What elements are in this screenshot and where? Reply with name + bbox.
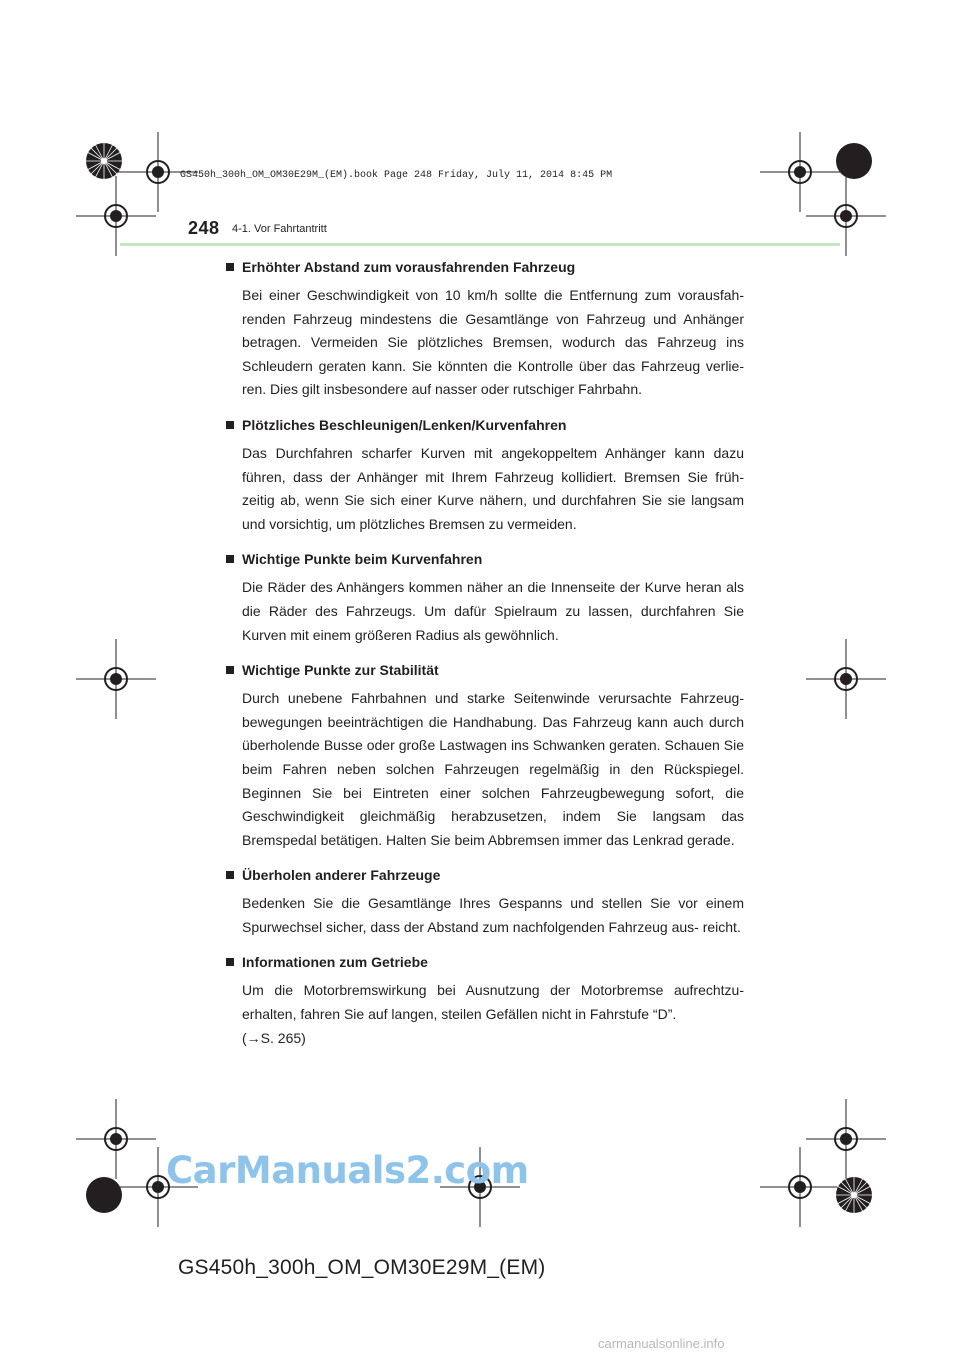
section-cornering bbox=[226, 548, 744, 647]
registration-dot-icon bbox=[834, 141, 874, 181]
section-stability bbox=[226, 659, 744, 852]
crosshair-icon bbox=[806, 639, 886, 719]
page-reference-link[interactable]: (→S. 265) bbox=[242, 1029, 306, 1046]
page-number: 248 bbox=[188, 218, 220, 238]
square-bullet-icon bbox=[226, 263, 234, 271]
section-transmission bbox=[226, 951, 744, 1050]
page-content bbox=[226, 256, 744, 1062]
section-text: Bei einer Geschwindigkeit von 10 km/h sollte die Entfernung zum vorausfah- renden Fahrzeug mindestens die Gesamtlänge von Fahrzeug und Anhänger betragen. Vermeiden Sie plötzliches Bremsen, wodurch das Fahrzeug ins Schleudern geraten kann. Sie könnten die Kontrolle über das Fahrzeug verlie- ren. Dies gilt insbesondere auf nasser oder rutschiger Fahrbahn. bbox=[242, 287, 744, 398]
sunburst-icon bbox=[84, 141, 124, 181]
section-heading: Wichtige Punkte beim Kurvenfahren bbox=[242, 551, 483, 568]
section-heading: Wichtige Punkte zur Stabilität bbox=[242, 662, 439, 679]
section-text: Das Durchfahren scharfer Kurven mit angekoppeltem Anhänger kann dazu führen, dass der Anhänger mit Ihrem Fahrzeug kollidiert. Bremsen Sie früh- zeitig ab, wenn Sie sich einer Kurve nähern, und durchfahren Sie sie langsam und vorsichtig, um plötzliches Bremsen zu vermeiden. bbox=[242, 444, 744, 532]
square-bullet-icon bbox=[226, 666, 234, 674]
book-info-line: GS450h_300h_OM_OM30E29M_(EM).book Page 248 Friday, July 11, 2014 8:45 PM bbox=[180, 170, 613, 181]
square-bullet-icon bbox=[226, 555, 234, 563]
registration-dot-icon bbox=[84, 1175, 124, 1215]
crosshair-icon bbox=[76, 639, 156, 719]
section-sudden-maneuvers bbox=[226, 414, 744, 536]
square-bullet-icon bbox=[226, 871, 234, 879]
section-heading: Informationen zum Getriebe bbox=[242, 954, 428, 971]
section-text: Bedenken Sie die Gesamtlänge Ihres Gespanns und stellen Sie vor einem Spurwechsel sicher, dass der Abstand zum nachfolgenden Fahrzeug aus- reicht. bbox=[242, 895, 744, 935]
footer-manual-code: GS450h_300h_OM_OM30E29M_(EM) bbox=[178, 1256, 546, 1279]
square-bullet-icon bbox=[226, 421, 234, 429]
section-text: Durch unebene Fahrbahnen und starke Seitenwinde verursachte Fahrzeug- bewegungen beeinträchtigen die Handhabung. Das Fahrzeug kann auch durch überholende Busse oder große Lastwagen ins Schwanken geraten. Schauen Sie beim Fahren neben solchen Fahrzeugen regelmäßig in den Rückspiegel. Beginnen Sie bei Eintreten einer solchen Fahrzeugbewegung sofort, die Geschwindigkeit gleichmäßig herabzusetzen, indem Sie langsam das Bremspedal betätigen. Halten Sie beim Abbremsen immer das Lenkrad gerade. bbox=[242, 690, 744, 848]
section-title: 4-1. Vor Fahrtantritt bbox=[232, 223, 327, 235]
section-heading: Erhöhter Abstand zum vorausfahrenden Fahrzeug bbox=[242, 259, 576, 275]
section-overtaking bbox=[226, 864, 744, 939]
section-following-distance bbox=[226, 256, 744, 402]
watermark-logo[interactable]: CarManuals2.com bbox=[166, 1149, 529, 1192]
sunburst-icon bbox=[834, 1175, 874, 1215]
section-heading: Plötzliches Beschleunigen/Lenken/Kurvenfahren bbox=[242, 416, 567, 433]
crosshair-icon bbox=[760, 1147, 840, 1227]
section-heading: Überholen anderer Fahrzeuge bbox=[242, 867, 441, 884]
site-watermark: carmanualsonline.info bbox=[598, 1336, 725, 1351]
square-bullet-icon bbox=[226, 958, 234, 966]
section-text: Um die Motorbremswirkung bei Ausnutzung der Motorbremse aufrechtzu- erhalten, fahren Sie auf langen, steilen Gefällen nicht in Fahrstufe “D”. bbox=[242, 982, 744, 1023]
section-text: Die Räder des Anhängers kommen näher an die Innenseite der Kurve heran als die Räder des Fahrzeugs. Um dafür Spielraum zu lassen, durchfahren Sie Kurven mit einem größeren Radius als gewöhnlich. bbox=[242, 579, 744, 643]
header-rule bbox=[120, 243, 840, 246]
